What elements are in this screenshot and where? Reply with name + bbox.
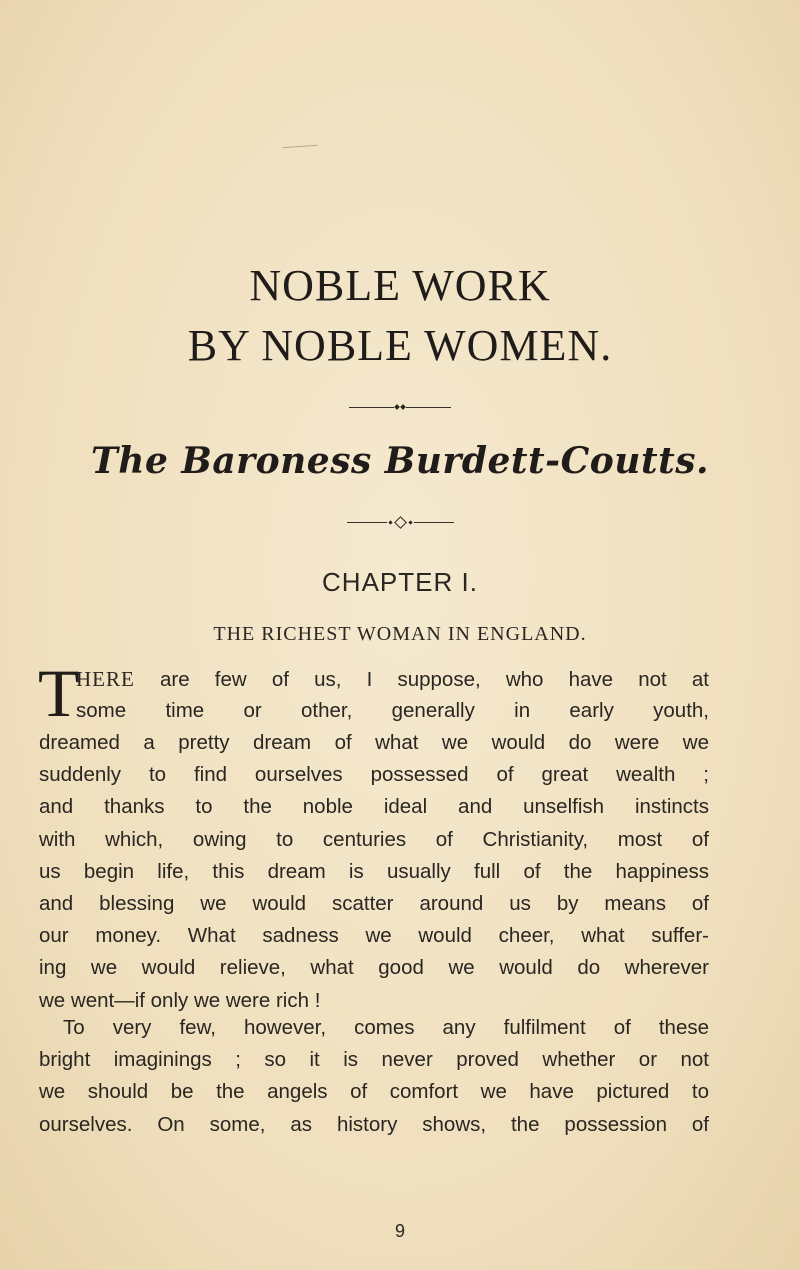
book-title-line-1: NOBLE WORK: [249, 261, 551, 310]
paragraph-line: we should be the angels of comfort we have pictured to: [39, 1080, 709, 1104]
paragraph-line: To very few, however, comes any fulfilment of these: [63, 1016, 709, 1039]
paragraph-line: bright imaginings ; so it is never proved whether or not: [39, 1048, 709, 1072]
chapter-heading: CHAPTER I.: [322, 567, 478, 597]
paragraph-line: with which, owing to centuries of Christianity, most of: [39, 827, 709, 851]
paragraph-line: suddenly to find ourselves possessed of great wealth ;: [39, 763, 709, 787]
paragraph-line: and thanks to the noble ideal and unselfish instincts: [39, 795, 709, 819]
paragraph-line: ourselves. On some, as history shows, the possession of: [39, 1112, 709, 1136]
paragraph-line: dreamed a pretty dream of what we would do were we: [39, 731, 709, 754]
paragraph-1: [39, 727, 709, 1017]
ornamental-rule-bottom: [0, 518, 800, 527]
paragraph-1-line-1-text: are few of us, I suppose, who have not at: [160, 668, 709, 691]
book-title-line-2: BY NOBLE WOMEN.: [187, 321, 613, 370]
paragraph-line: and blessing we would scatter around us by means of: [39, 892, 709, 916]
paragraph-1-line-2: some time or other, generally in early youth,: [76, 699, 709, 722]
drop-cap: T: [38, 655, 80, 731]
ornamental-rule-top: [0, 405, 800, 409]
paragraph-1-line-1: [76, 663, 709, 696]
chapter-title: THE RICHEST WOMAN IN ENGLAND.: [213, 623, 587, 645]
paragraph-line: our money. What sadness we would cheer, what suffer-: [39, 924, 709, 948]
subject-heading: The Baroness Burdett-Coutts.: [90, 440, 710, 482]
stray-pencil-mark: [282, 145, 318, 149]
page-number: 9: [394, 1221, 405, 1241]
paragraph-2: [39, 1012, 709, 1141]
paragraph-line: us begin life, this dream is usually full of the happiness: [39, 859, 709, 883]
paragraph-line: we went—if only we were rich !: [39, 988, 321, 1012]
paragraph-line: ing we would relieve, what good we would do wherever: [39, 956, 709, 980]
first-word: HERE: [76, 667, 135, 691]
